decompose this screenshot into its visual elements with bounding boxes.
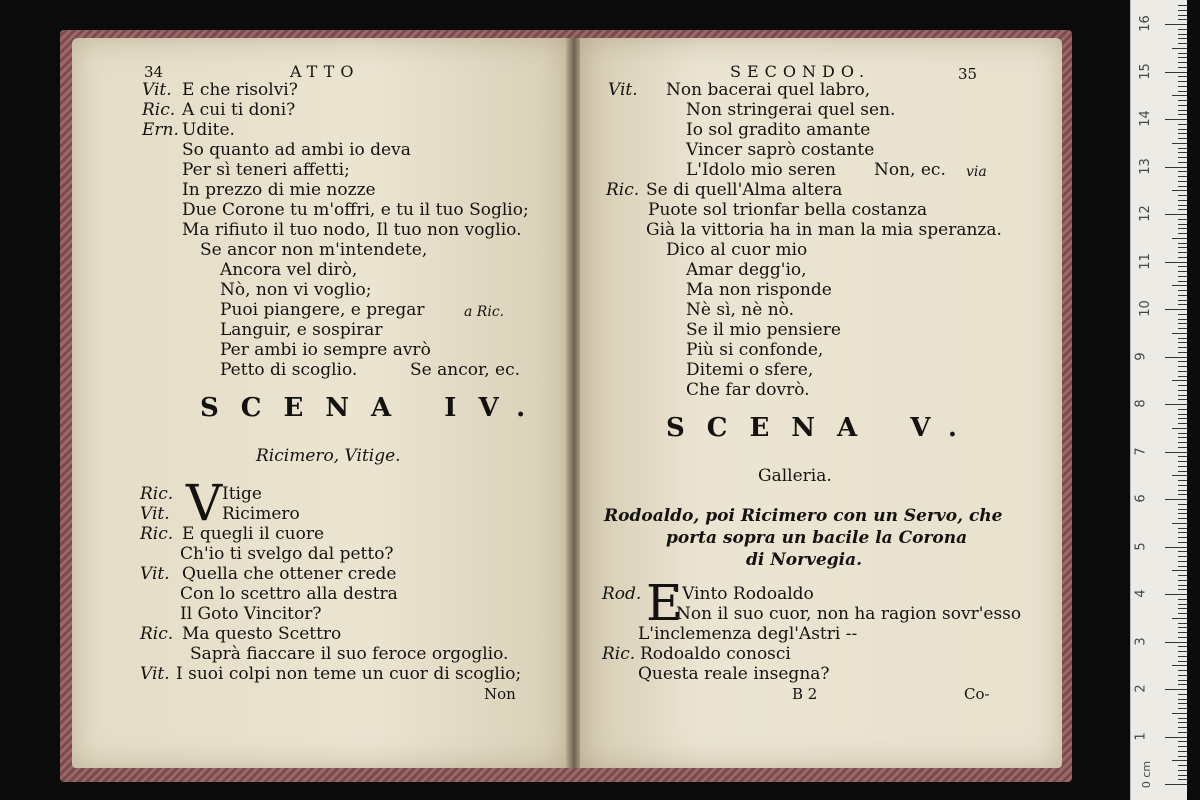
- verse-line: Già la vittoria ha in man la mia speranza.: [646, 220, 1002, 240]
- ruler-tick: [1172, 48, 1187, 49]
- verse-line: Questa reale insegna?: [638, 664, 830, 684]
- ruler-number: 10: [1137, 300, 1153, 317]
- ruler-number: 16: [1137, 15, 1153, 32]
- ruler-tick: [1178, 779, 1187, 780]
- ruler-tick: [1178, 490, 1187, 491]
- verse-line: Quella che ottener crede: [182, 564, 397, 584]
- ruler-tick: [1178, 347, 1187, 348]
- ruler-tick: [1178, 485, 1187, 486]
- ruler-tick: [1178, 257, 1187, 258]
- ruler-tick: [1178, 414, 1187, 415]
- ruler-tick: [1178, 157, 1187, 158]
- verse-line: Il Goto Vincitor?: [180, 604, 322, 624]
- ruler-tick: [1178, 447, 1187, 448]
- stage-direction: porta sopra un bacile la Corona: [666, 528, 968, 548]
- ruler-tick: [1172, 143, 1187, 144]
- ruler-tick: [1165, 499, 1187, 500]
- ruler-tick: [1178, 732, 1187, 733]
- speaker: Vit.: [140, 664, 170, 684]
- measuring-ruler: [1130, 0, 1187, 800]
- running-head: ATTO: [290, 62, 360, 81]
- ruler-tick: [1178, 585, 1187, 586]
- ruler-tick: [1178, 741, 1187, 742]
- verse-line: Per sì teneri affetti;: [182, 160, 350, 180]
- stage-exit: via: [966, 164, 987, 180]
- ruler-tick: [1178, 323, 1187, 324]
- right-page: [580, 38, 1062, 768]
- ruler-tick: [1178, 162, 1187, 163]
- ruler-tick: [1178, 561, 1187, 562]
- da-capo-note: Non, ec.: [874, 160, 946, 180]
- ruler-tick: [1178, 171, 1187, 172]
- ruler-tick: [1178, 556, 1187, 557]
- page-number: 34: [144, 63, 164, 81]
- ruler-tick: [1178, 5, 1187, 6]
- ruler-tick: [1178, 43, 1187, 44]
- ruler-tick: [1178, 656, 1187, 657]
- ruler-number: 2: [1133, 684, 1149, 693]
- ruler-tick: [1178, 537, 1187, 538]
- signature-mark: B 2: [792, 685, 818, 703]
- ruler-tick: [1178, 38, 1187, 39]
- ruler-tick: [1178, 67, 1187, 68]
- ruler-tick: [1178, 186, 1187, 187]
- verse-line: Ma non risponde: [686, 280, 832, 300]
- speaker: Vit.: [140, 564, 170, 584]
- verse-line: Languir, e sospirar: [220, 320, 383, 340]
- da-capo-note: Se ancor, ec.: [410, 360, 521, 380]
- ruler-tick: [1172, 618, 1187, 619]
- verse-line: Puote sol trionfar bella costanza: [648, 200, 928, 220]
- ruler-tick: [1165, 309, 1187, 310]
- ruler-number: 13: [1137, 157, 1153, 175]
- ruler-tick: [1178, 604, 1187, 605]
- ruler-tick: [1178, 746, 1187, 747]
- verse-line: Ancora vel dirò,: [220, 260, 358, 280]
- ruler-tick: [1172, 380, 1187, 381]
- ruler-number: 12: [1137, 205, 1153, 222]
- ruler-tick: [1178, 390, 1187, 391]
- ruler-tick: [1178, 224, 1187, 225]
- ruler-tick: [1178, 480, 1187, 481]
- scene-setting: Galleria.: [758, 466, 832, 486]
- ruler-tick: [1178, 433, 1187, 434]
- ruler-tick: [1172, 238, 1187, 239]
- ruler-tick: [1178, 366, 1187, 367]
- ruler-tick: [1178, 110, 1187, 111]
- ruler-tick: [1178, 613, 1187, 614]
- ruler-tick: [1178, 775, 1187, 776]
- ruler-tick: [1178, 395, 1187, 396]
- ruler-tick: [1178, 81, 1187, 82]
- ruler-tick: [1178, 699, 1187, 700]
- stage-direction: di Norvegia.: [746, 550, 863, 570]
- verse-line: Petto di scoglio.: [220, 360, 358, 380]
- ruler-tick: [1178, 670, 1187, 671]
- ruler-tick: [1178, 409, 1187, 410]
- ruler-tick: [1172, 95, 1187, 96]
- ruler-tick: [1178, 152, 1187, 153]
- verse-line: Io sol gradito amante: [686, 120, 871, 140]
- ruler-number: 0 cm: [1140, 760, 1154, 789]
- ruler-tick: [1178, 243, 1187, 244]
- ruler-tick: [1165, 72, 1187, 73]
- ruler-tick: [1178, 100, 1187, 101]
- ruler-tick: [1178, 271, 1187, 272]
- ruler-tick: [1165, 214, 1187, 215]
- verse-line: Che far dovrò.: [686, 380, 810, 400]
- verse-line: E quegli il cuore: [182, 524, 325, 544]
- ruler-tick: [1165, 737, 1187, 738]
- verse-line: Ricimero: [222, 504, 300, 524]
- ruler-tick: [1172, 333, 1187, 334]
- verse-line: Se il mio pensiere: [686, 320, 841, 340]
- ruler-tick: [1172, 475, 1187, 476]
- ruler-tick: [1178, 228, 1187, 229]
- verse-line: L'inclemenza degl'Astri --: [638, 624, 858, 644]
- ruler-tick: [1178, 437, 1187, 438]
- ruler-tick: [1178, 718, 1187, 719]
- ruler-tick: [1178, 580, 1187, 581]
- ruler-tick: [1178, 418, 1187, 419]
- ruler-tick: [1178, 304, 1187, 305]
- verse-line: Dico al cuor mio: [666, 240, 808, 260]
- ruler-number: 9: [1133, 351, 1149, 361]
- ruler-tick: [1178, 200, 1187, 201]
- ruler-tick: [1178, 300, 1187, 301]
- verse-line: In prezzo di mie nozze: [182, 180, 376, 200]
- speaker: Rod.: [602, 584, 642, 604]
- ruler-tick: [1178, 176, 1187, 177]
- ruler-tick: [1178, 19, 1187, 20]
- stage-direction: Rodoaldo, poi Ricimero con un Servo, che: [604, 506, 1003, 526]
- ruler-tick: [1178, 684, 1187, 685]
- ruler-tick: [1165, 452, 1187, 453]
- ruler-number: 6: [1133, 494, 1149, 503]
- ruler-tick: [1178, 675, 1187, 676]
- ruler-number: 5: [1133, 541, 1149, 551]
- verse-line: Rodoaldo conosci: [640, 644, 791, 664]
- ruler-tick: [1178, 133, 1187, 134]
- verse-line: Vincer saprò costante: [686, 140, 875, 160]
- ruler-number: 8: [1133, 399, 1149, 408]
- ruler-tick: [1172, 665, 1187, 666]
- ruler-tick: [1178, 290, 1187, 291]
- ruler-tick: [1172, 428, 1187, 429]
- ruler-tick: [1178, 295, 1187, 296]
- ruler-tick: [1178, 551, 1187, 552]
- ruler-tick: [1178, 599, 1187, 600]
- verse-line: Udite.: [182, 120, 235, 140]
- ruler-tick: [1178, 91, 1187, 92]
- ruler-tick: [1178, 456, 1187, 457]
- speaker: Ric.: [142, 100, 176, 120]
- ruler-tick: [1178, 53, 1187, 54]
- ruler-tick: [1178, 105, 1187, 106]
- verse-line: Amar degg'io,: [686, 260, 807, 280]
- ruler-tick: [1178, 528, 1187, 529]
- ruler-tick: [1165, 262, 1187, 263]
- verse-line: E che risolvi?: [182, 80, 298, 100]
- stage-aside: a Ric.: [464, 304, 505, 320]
- verse-line: Saprà fiaccare il suo feroce orgoglio.: [190, 644, 509, 664]
- ruler-tick: [1178, 233, 1187, 234]
- drop-cap: V: [186, 474, 223, 532]
- ruler-tick: [1178, 371, 1187, 372]
- ruler-number: 3: [1133, 636, 1149, 646]
- ruler-tick: [1178, 589, 1187, 590]
- ruler-tick: [1178, 281, 1187, 282]
- ruler-tick: [1178, 651, 1187, 652]
- verse-line: Ma questo Scettro: [182, 624, 342, 644]
- ruler-tick: [1178, 34, 1187, 35]
- ruler-tick: [1178, 518, 1187, 519]
- ruler-tick: [1178, 509, 1187, 510]
- verse-line: So quanto ad ambi io deva: [182, 140, 411, 160]
- ruler-tick: [1172, 190, 1187, 191]
- ruler-tick: [1178, 694, 1187, 695]
- ruler-tick: [1178, 708, 1187, 709]
- ruler-tick: [1178, 722, 1187, 723]
- ruler-tick: [1178, 219, 1187, 220]
- ruler-tick: [1178, 504, 1187, 505]
- speaker: Ern.: [142, 120, 179, 140]
- speaker: Vit.: [608, 80, 638, 100]
- ruler-tick: [1178, 765, 1187, 766]
- ruler-tick: [1178, 148, 1187, 149]
- verse-line: Nè sì, nè nò.: [686, 300, 795, 320]
- ruler-tick: [1178, 181, 1187, 182]
- ruler-tick: [1165, 357, 1187, 358]
- ruler-tick: [1178, 661, 1187, 662]
- ruler-tick: [1178, 15, 1187, 16]
- ruler-tick: [1178, 352, 1187, 353]
- ruler-tick: [1178, 623, 1187, 624]
- ruler-tick: [1165, 547, 1187, 548]
- page-number: 35: [958, 65, 978, 83]
- ruler-tick: [1178, 466, 1187, 467]
- verse-line: Due Corone tu m'offri, e tu il tuo Soglio;: [182, 200, 529, 220]
- ruler-number: 7: [1133, 446, 1149, 456]
- ruler-tick: [1178, 703, 1187, 704]
- verse-line: Itige: [222, 484, 262, 504]
- scene-characters: Ricimero, Vitige.: [256, 446, 401, 466]
- ruler-tick: [1178, 471, 1187, 472]
- ruler-tick: [1178, 276, 1187, 277]
- ruler-tick: [1178, 209, 1187, 210]
- ruler-tick: [1178, 10, 1187, 11]
- ruler-tick: [1178, 680, 1187, 681]
- verse-line: Non bacerai quel labro,: [666, 80, 871, 100]
- ruler-tick: [1178, 319, 1187, 320]
- verse-line: A cui ti doni?: [182, 100, 296, 120]
- ruler-tick: [1178, 314, 1187, 315]
- ruler-tick: [1178, 86, 1187, 87]
- ruler-tick: [1178, 513, 1187, 514]
- drop-cap: E: [646, 574, 683, 632]
- running-head: SECONDO.: [730, 62, 871, 81]
- ruler-tick: [1178, 566, 1187, 567]
- scene-title: SCENA V.: [666, 413, 979, 443]
- speaker: Ric.: [140, 624, 174, 644]
- ruler-tick: [1178, 646, 1187, 647]
- verse-line: Per ambi io sempre avrò: [220, 340, 431, 360]
- ruler-tick: [1165, 642, 1187, 643]
- verse-line: L'Idolo mio seren: [686, 160, 836, 180]
- ruler-number: 4: [1133, 589, 1149, 598]
- ruler-tick: [1178, 770, 1187, 771]
- ruler-tick: [1178, 727, 1187, 728]
- ruler-tick: [1165, 167, 1187, 168]
- ruler-tick: [1178, 627, 1187, 628]
- catchword: Co-: [964, 685, 990, 703]
- ruler-tick: [1178, 442, 1187, 443]
- ruler-tick: [1178, 342, 1187, 343]
- ruler-tick: [1178, 124, 1187, 125]
- catchword: Non: [484, 685, 516, 703]
- ruler-tick: [1178, 542, 1187, 543]
- scene-title: SCENA IV.: [200, 393, 548, 423]
- verse-line: Ma rifiuto il tuo nodo, Il tuo non voglio.: [182, 220, 522, 240]
- verse-line: ' Vinto Rodoaldo: [672, 584, 814, 604]
- ruler-tick: [1178, 361, 1187, 362]
- verse-line: Nò, non vi voglio;: [220, 280, 372, 300]
- ruler-tick: [1165, 24, 1187, 25]
- verse-line: Ditemi o sfere,: [686, 360, 814, 380]
- verse-line: Più si confonde,: [686, 340, 824, 360]
- ruler-tick: [1178, 338, 1187, 339]
- verse-line: Con lo scettro alla destra: [180, 584, 398, 604]
- ruler-tick: [1178, 423, 1187, 424]
- ruler-number: 15: [1137, 62, 1153, 80]
- left-page: [72, 38, 568, 768]
- ruler-tick: [1172, 760, 1187, 761]
- verse-line: Puoi piangere, e pregar: [220, 300, 425, 320]
- ruler-tick: [1165, 689, 1187, 690]
- ruler-tick: [1172, 285, 1187, 286]
- ruler-tick: [1178, 328, 1187, 329]
- ruler-tick: [1178, 461, 1187, 462]
- ruler-tick: [1178, 756, 1187, 757]
- ruler-tick: [1165, 404, 1187, 405]
- ruler-tick: [1178, 62, 1187, 63]
- ruler-tick: [1178, 29, 1187, 30]
- ruler-tick: [1172, 713, 1187, 714]
- verse-line: Se di quell'Alma altera: [646, 180, 843, 200]
- ruler-tick: [1165, 119, 1187, 120]
- ruler-tick: [1165, 784, 1187, 785]
- ruler-tick: [1178, 76, 1187, 77]
- verse-line: Non il suo cuor, non ha ragion sovr'esso: [676, 604, 1022, 624]
- ruler-tick: [1178, 385, 1187, 386]
- ruler-tick: [1172, 570, 1187, 571]
- ruler-tick: [1178, 637, 1187, 638]
- verse-line: Ch'io ti svelgo dal petto?: [180, 544, 394, 564]
- speaker: Ric.: [140, 524, 174, 544]
- ruler-tick: [1165, 594, 1187, 595]
- ruler-tick: [1178, 114, 1187, 115]
- ruler-tick: [1178, 532, 1187, 533]
- speaker: Vit.: [142, 80, 172, 100]
- speaker: Ric.: [606, 180, 640, 200]
- speaker: Ric.: [140, 484, 174, 504]
- verse-line: Se ancor non m'intendete,: [200, 240, 428, 260]
- ruler-tick: [1178, 266, 1187, 267]
- ruler-tick: [1178, 494, 1187, 495]
- speaker: Ric.: [602, 644, 636, 664]
- ruler-tick: [1178, 205, 1187, 206]
- verse-line: I suoi colpi non teme un cuor di scoglio;: [176, 664, 522, 684]
- ruler-tick: [1178, 252, 1187, 253]
- ruler-tick: [1178, 247, 1187, 248]
- ruler-tick: [1178, 57, 1187, 58]
- ruler-tick: [1178, 632, 1187, 633]
- ruler-tick: [1178, 138, 1187, 139]
- ruler-tick: [1178, 575, 1187, 576]
- ruler-number: 11: [1137, 252, 1153, 270]
- ruler-tick: [1178, 376, 1187, 377]
- ruler-tick: [1178, 129, 1187, 130]
- ruler-tick: [1178, 608, 1187, 609]
- ruler-tick: [1178, 751, 1187, 752]
- ruler-tick: [1178, 399, 1187, 400]
- ruler-tick: [1178, 195, 1187, 196]
- ruler-tick: [1172, 523, 1187, 524]
- speaker: Vit.: [140, 504, 170, 524]
- ruler-number: 1: [1133, 731, 1149, 741]
- ruler-number: 14: [1137, 110, 1153, 127]
- verse-line: Non stringerai quel sen.: [686, 100, 896, 120]
